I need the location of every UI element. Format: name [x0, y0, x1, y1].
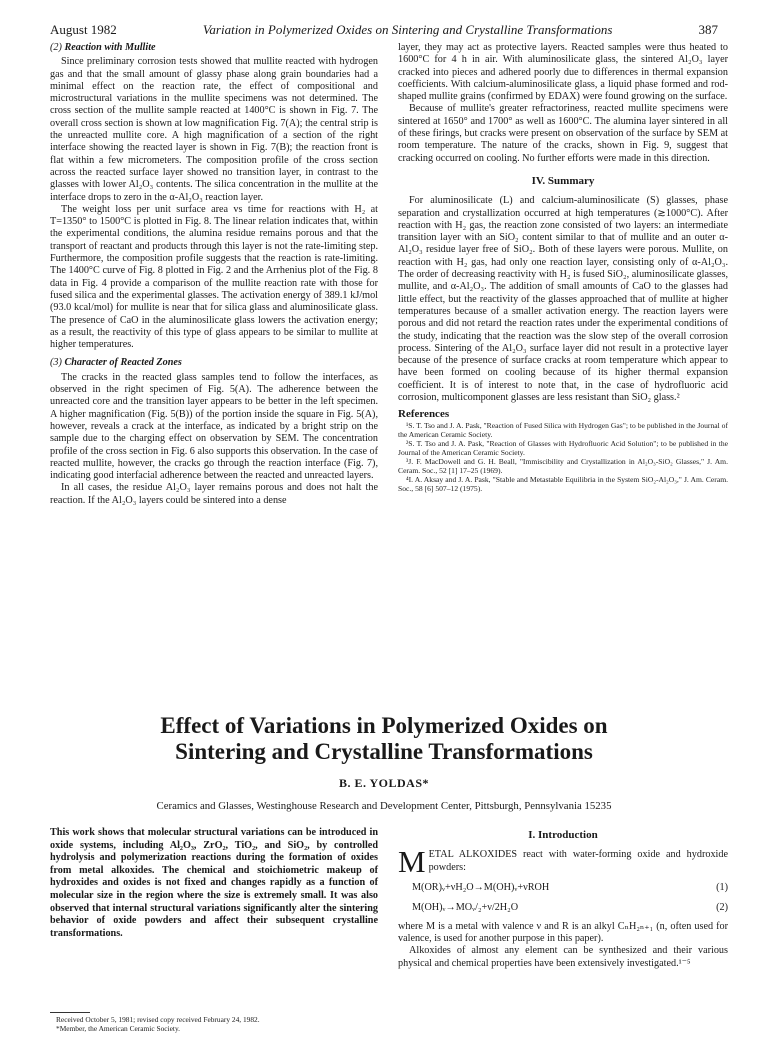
right-column [398, 42, 728, 493]
page-number: 387 [698, 22, 718, 37]
intro-first-paragraph [398, 844, 728, 880]
reference-item: ¹S. T. Tso and J. A. Pask, "Reaction of Fused Silica with Hydrogen Gas"; to be published in the Journal of the American Ceramic Society. [398, 420, 728, 439]
paragraph: The weight loss per unit surface area vs time for reactions with H₂ at T=1350° to 1500°C is plotted in Fig. 8. The linear relation indicates that, within the experimental conditions, the alumina residue remains porous and that the transport of reactant and products through this layer is not the rate-limiting step. Furthermore, the composition profile suggests that the reaction is rate-limiting. The 1400°C curve of Fig. 8 plotted in Fig. 2 and the Arrhenius plot of the Fig. 8 data in Fig. 4 provide a comparison of the mullite reaction rate with those for fused silica and the experimental glasses. The activation energy of 389.1 kJ/mol (93.0 kcal/mol) for mullite is near that for silica glass and aluminosilicate glass. The presence of CaO in the aluminosilicate glass lowers the activation energy; as a result, the reactivity of this type of glass appears to be similar to mullite at higher temperatures. [50, 203, 378, 351]
footnote-divider [50, 1012, 90, 1013]
article-title-line: Effect of Variations in Polymerized Oxides on [160, 713, 608, 738]
paragraph: Because of mullite's greater refractoriness, reacted mullite specimens were sintered at 1650° and 1700° as well as 1600°C. The alumina layer sintered in all of these firings, but cracks were present on observation of the surface by SEM at room temperature. The nature of the cracks, shown in Fig. 9, suggest that cracking occurred on cooling. No further efforts were made in this direction. [398, 103, 728, 164]
section-heading-summary: IV. Summary [531, 174, 595, 187]
paragraph: For aluminosilicate (L) and calcium-aluminosilicate (S) glasses, phase separation and crystallization occurred at high temperatures (≳1000°C). After reaction with H₂ gas, the reaction zone consisted of two layers: an intermediate transition layer with an SiO₂ content similar to that of mullite and an outer α-Al₂O₃ residue layer free of SiO₂. Both of these layers were porous. Mullite, on reaction with H₂ gas, had only one reaction layer, consisting only of α-Al₂O₃. The order of decreasing reactivity with H₂ is fused SiO₂, aluminosilicate glasses, mullite, and α-Al₂O₃. The addition of small amounts of CaO to the glasses had little effect, but the reactivity of the glasses approached that of mullite at higher temperatures because of a smaller activation energy. The reaction layers were porous and did not retard the reaction rates under the experimental conditions of the study, indicating that the reaction was the slow step of the overall corrosion process. Sintering of the Al₂O₃ surface layer did not result in a protective layer because of the presence of surface cracks at room temperature which appear to have been formed on cooling because of its higher thermal expansion coefficient. It is of interest to note that, in the case of hydrofluoric acid corrosion, multicomponent glasses are less resistant than SiO₂ glass.² [398, 195, 728, 404]
paragraph: layer, they may act as protective layers. Reacted samples were thus heated to 1600°C for 4 h in air. With aluminosilicate glass, the sintered Al₂O₃ layer cracked into pieces and adhered poorly due to differences in thermal expansion coefficients. With calcium-aluminosilicate glass, a liquid phase formed and rod-shaped mullite grains (confirmed by EDAX) were found growing on the surface. [398, 42, 728, 103]
subsection-number: (3) [50, 357, 62, 369]
drop-cap: M [398, 844, 426, 880]
paragraph: Alkoxides of almost any element can be synthesized and their various physical and chemical properties have been extensively investigated.¹⁻⁵ [398, 945, 728, 969]
reference-item: ³J. F. MacDowell and G. H. Beall, "Immiscibility and Crystallization in Al₂O₃-SiO₂ Glasses," J. Am. Ceram. Soc., 52 [1] 17–25 (1969). [398, 456, 728, 475]
equation-number: (2) [716, 901, 728, 913]
left-column [50, 42, 378, 507]
subsection-title: Reaction with Mullite [64, 42, 156, 53]
paragraph: Since preliminary corrosion tests showed that mullite reacted with hydrogen gas and that the small amount of glassy phase along grain boundaries had a minimal effect on the reaction rate, the effect of compositional and microstructural variations in the mullite specimens was not determined. The cross section of the mullite sample reacted at 1400°C is shown in Fig. 7. The overall cross section is shown at low magnification Fig. 7(A); the central strip is the unreacted mullite core. A high magnification of a section of the right interface showing the reacted layer is shown in Fig. 7(B); the reaction front is flat within a few micrometers. The composition profile of the cross section across the reacted surface layer showed no transition layer, in contrast to the glasses with lower Al₂O₃ contents. The silica concentration in the mullite at the interface drops to zero in the α-Al₂O₃ reaction layer. [50, 56, 378, 203]
intro-first-text: ETAL ALKOXIDES react with water-forming oxide and hydroxide powders: [428, 849, 728, 873]
header-date: August 1982 [50, 22, 117, 37]
article-title [0, 713, 768, 765]
abstract: This work shows that molecular structural variations can be introduced in oxide systems, including Al₂O₃, ZrO₂, TiO₂, and SiO₂, by controlled hydrolysis and polymerization reactions during the formation of oxides from metal alkoxides. The chemical and stoichiometric makeup of hydroxides and oxides is not fixed and changes rapidly as a function of molecular size in the region where the size is extremely small. It was also observed that internal structural variations significantly alter the sintering behavior of oxide powders and affect their subsequent crystalline transformations. [50, 827, 378, 939]
paragraph: In all cases, the residue Al₂O₃ layer remains porous and does not halt the reaction. If the Al₂O₃ layers could be sintered into a dense [50, 482, 378, 506]
equation-text: M(OH)ᵥ→MOᵥ/₂+ν/2H₂O [412, 901, 519, 913]
paragraph: The cracks in the reacted glass samples tend to follow the interfaces, as observed in the right specimen of Fig. 5(A). The adherence between the unreacted core and the transition layer appears to be better in the left specimen. A higher magnification (Fig. 5(B)) of the portion inside the square in Fig. 5(A), however, reveals a crack at the interface, as indicated by a bright strip on the sample due to the charging effect on observation by SEM. The concentration profile of the cross section in Fig. 6 also supports this observation. In the case of reacted mullite, however, the cracks go through the reaction interface (Fig. 7), indicating good interfacial adherence between the reacted and unreacted layers. [50, 371, 378, 482]
footnote: *Member, the American Ceramic Society. [56, 1023, 181, 1033]
footnote: Received October 5, 1981; revised copy received February 24, 1982. [56, 1015, 260, 1024]
running-header [50, 22, 718, 38]
footnotes [56, 1016, 260, 1034]
section-heading-introduction: I. Introduction [528, 829, 598, 841]
equation-text: M(OR)ᵥ+νH₂O→M(OH)ᵥ+νROH [412, 882, 550, 894]
equation-number: (1) [716, 882, 728, 894]
subsection-heading-reacted-zones [50, 357, 378, 369]
header-title: Variation in Polymerized Oxides on Sintering and Crystalline Transformations [202, 22, 613, 37]
subsection-number: (2) [50, 42, 62, 53]
article-title-line: Sintering and Crystalline Transformations [175, 739, 593, 764]
introduction-column [398, 829, 728, 970]
paragraph: where M is a metal with valence ν and R is an alkyl CₙH₂ₙ₊₁ (n, often used for valence, is used for another purpose in this paper). [398, 920, 728, 945]
equation-2 [412, 902, 728, 914]
subsection-heading-mullite [50, 42, 378, 54]
subsection-title: Character of Reacted Zones [64, 357, 182, 369]
references-heading: References [398, 408, 450, 421]
author: B. E. YOLDAS* [338, 776, 430, 790]
reference-item: ²S. T. Tso and J. A. Pask, "Reaction of Glasses with Hydrofluoric Acid Solution"; to be published in the Journal of the American Ceramic Society. [398, 438, 728, 457]
reference-item: ⁴I. A. Aksay and J. A. Pask, "Stable and Metastable Equilibria in the System SiO₂-Al₂O₃," J. Am. Ceram. Soc., 58 [6] 507–12 (1975). [398, 474, 728, 493]
equation-1 [412, 882, 728, 894]
affiliation: Ceramics and Glasses, Westinghouse Research and Development Center, Pittsburgh, Pennsylvania 15235 [156, 800, 612, 812]
